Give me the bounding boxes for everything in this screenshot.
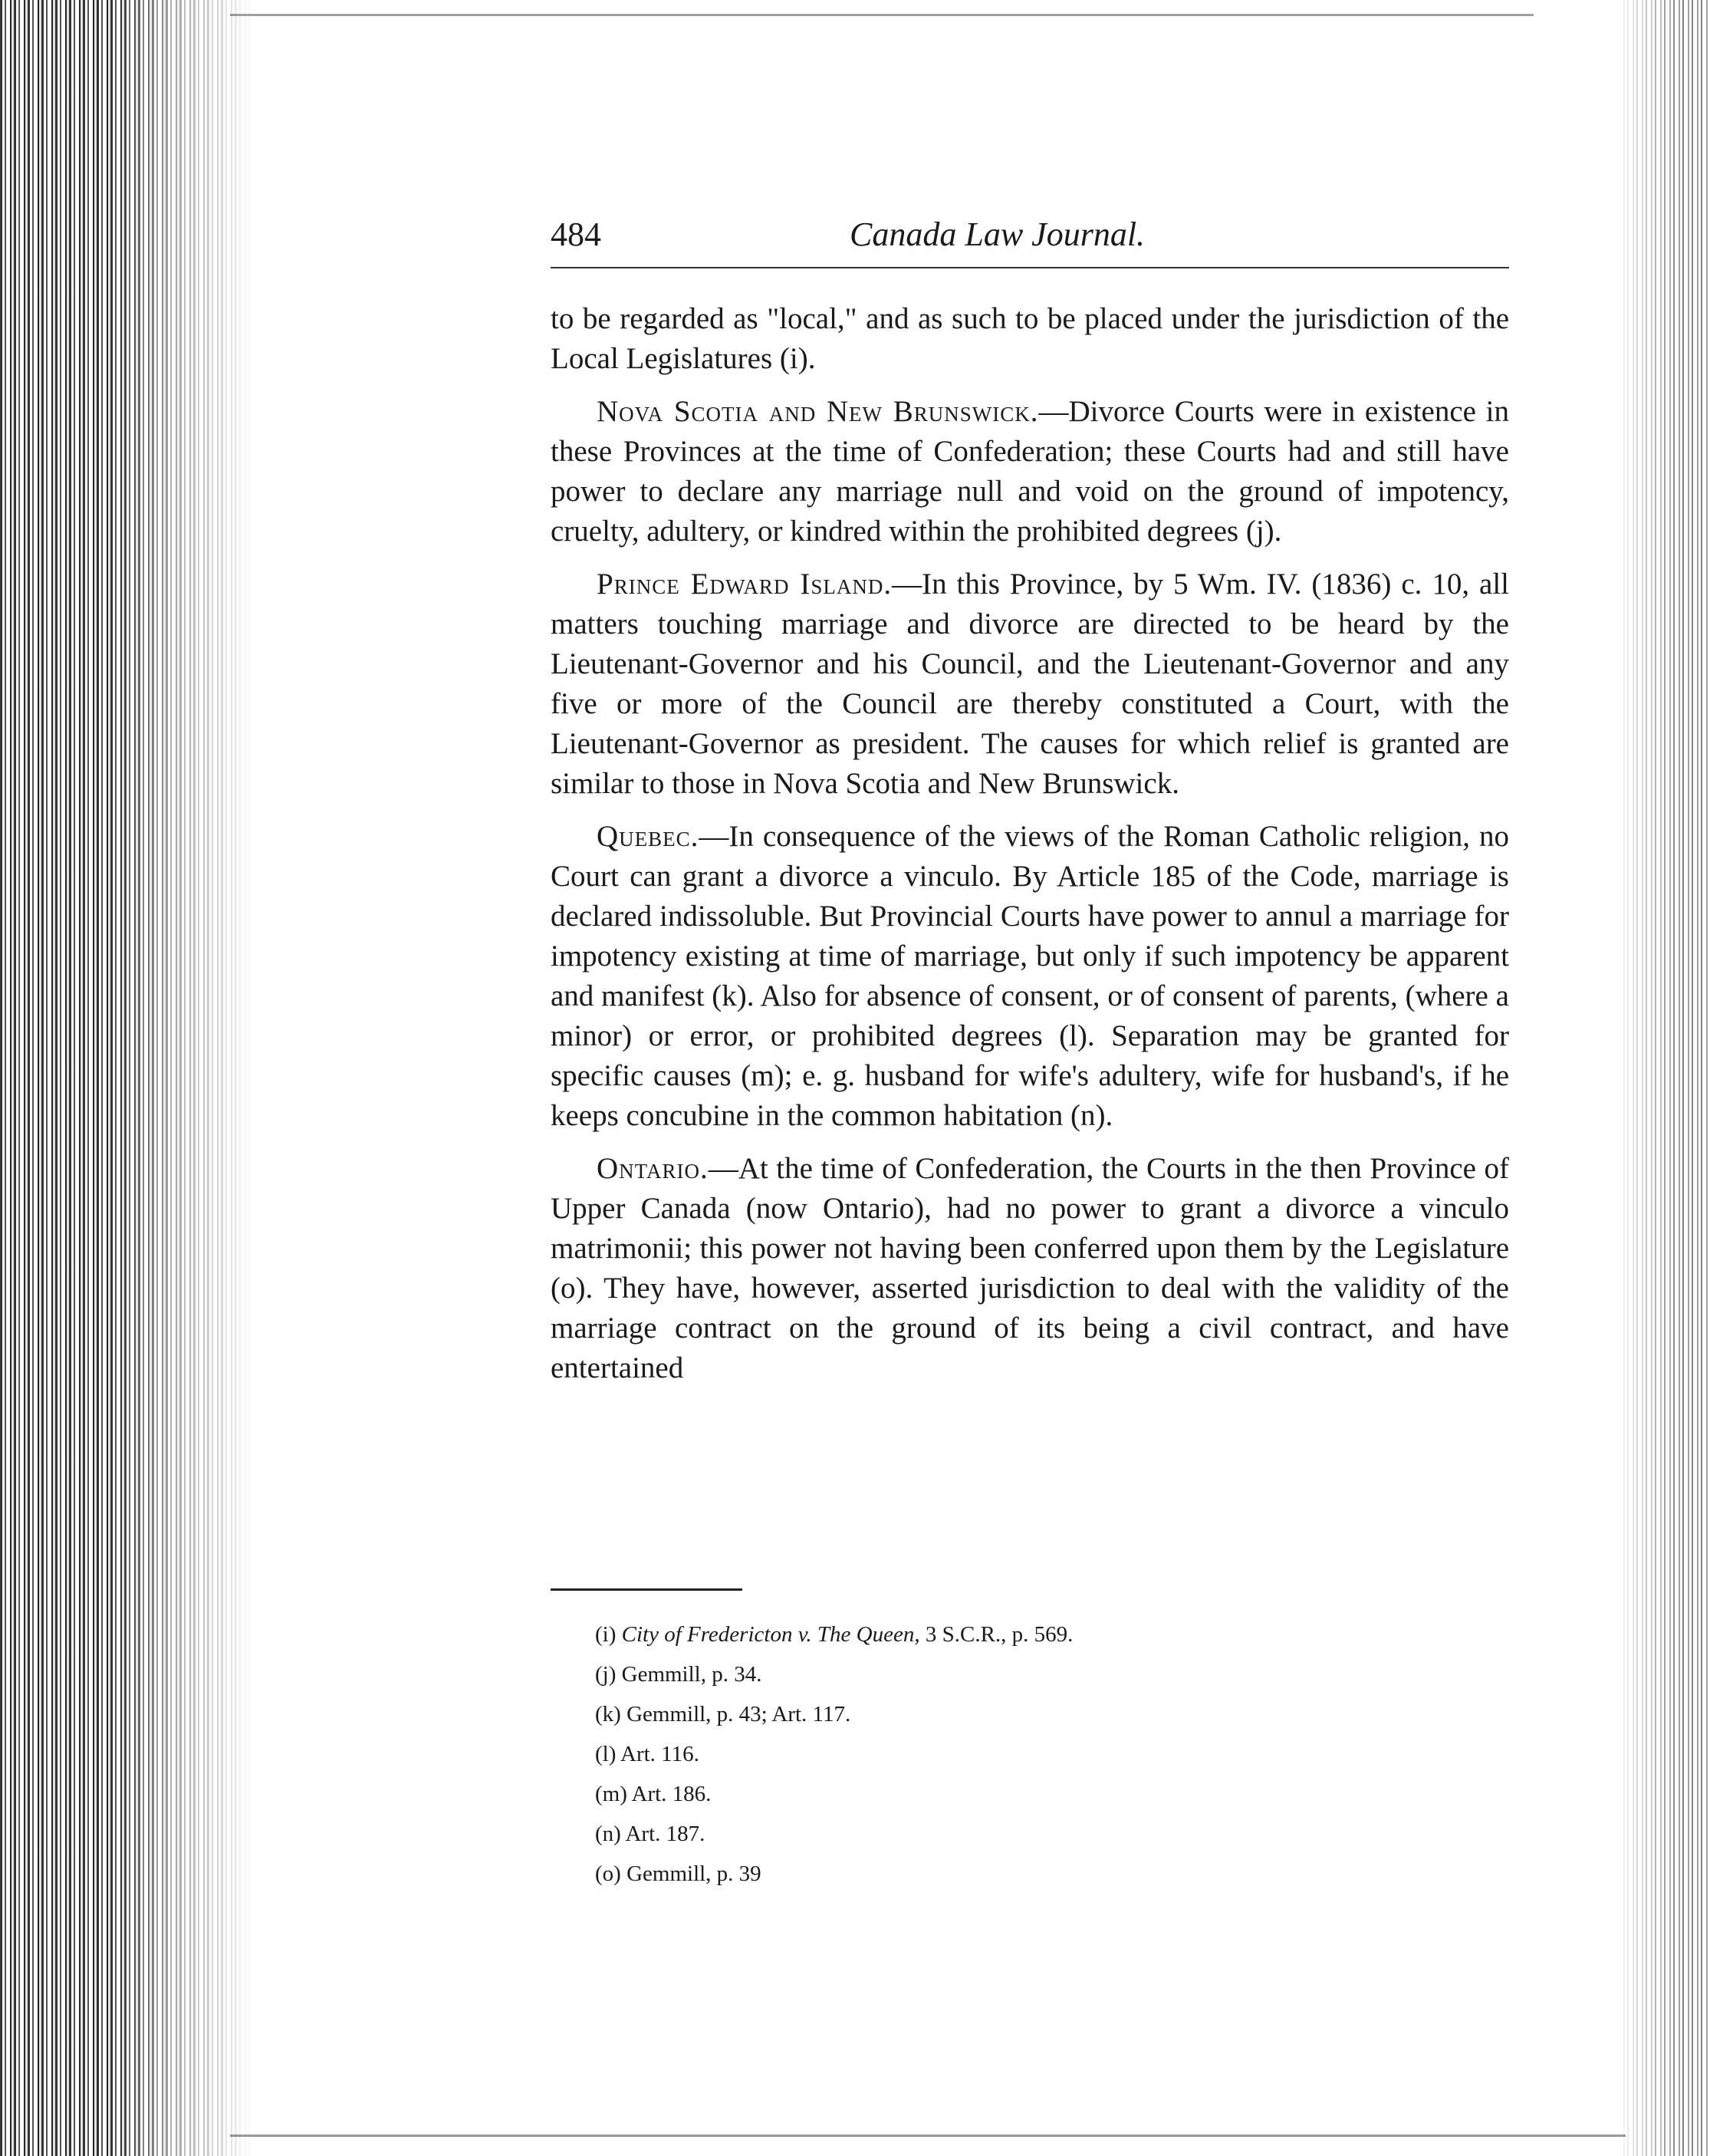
footnote-italic: City of Fredericton v. The Queen,	[621, 1622, 920, 1647]
footnote-text: Art. 186.	[626, 1782, 712, 1806]
paragraph-quebec	[551, 817, 1509, 1136]
footnote-mark: (i)	[595, 1622, 617, 1647]
footnote-j	[595, 1654, 1073, 1694]
body-text	[551, 299, 1509, 1401]
paragraph-text: —Divorce Courts were in existence in these Provinces at the time of Confederation; these Courts had and still have power to declare any marriage null and void on the ground of impotency, cruelty, adultery, or kindred within the prohibited degrees (j).	[551, 395, 1509, 548]
paragraph-prince-edward-island	[551, 565, 1509, 804]
footnotes	[595, 1615, 1073, 1894]
paragraph-text: to be regarded as "local," and as such to be placed under the jurisdiction of the Local Legislatures (i).	[551, 302, 1509, 375]
paragraph-intro	[551, 299, 1509, 379]
section-heading: Prince Edward Island.	[597, 568, 893, 601]
footnote-m	[595, 1774, 1073, 1814]
footnote-l	[595, 1734, 1073, 1774]
journal-title: Canada Law Journal.	[850, 216, 1146, 253]
header-rule	[551, 267, 1509, 268]
section-heading: Nova Scotia and New Brunswick.	[597, 395, 1039, 428]
page-edge-top	[230, 0, 1534, 16]
footnote-mark: (j)	[595, 1662, 617, 1687]
footnote-text: Gemmill, p. 34.	[616, 1662, 762, 1687]
footnote-n	[595, 1814, 1073, 1854]
footnote-mark: (m)	[595, 1782, 627, 1806]
footnote-k	[595, 1694, 1073, 1734]
running-head	[551, 215, 1509, 261]
book-binding-edge-right	[1618, 0, 1710, 2156]
footnote-text: Gemmill, p. 43; Art. 117.	[620, 1702, 851, 1726]
footnote-i	[595, 1615, 1073, 1654]
footnote-mark: (n)	[595, 1822, 621, 1846]
page-edge-bottom	[230, 2135, 1626, 2156]
footnote-o	[595, 1854, 1073, 1894]
scanned-page	[551, 215, 1509, 1886]
section-heading: Quebec.	[597, 820, 699, 853]
footnote-mark: (l)	[595, 1742, 617, 1766]
paragraph-text: —In this Province, by 5 Wm. IV. (1836) c. 10, all matters touching marriage and divorce are directed to be heard by the Lieutenant-Governor and his Council, and the Lieutenant-Governor and any five or more of the Council are thereby constituted a Court, with the Lieutenant-Governor as president. The causes for which relief is granted are similar to those in Nova Scotia and New Brunswick.	[551, 568, 1509, 800]
footnote-text: Gemmill, p. 39	[620, 1861, 761, 1886]
footnote-mark: (k)	[595, 1702, 621, 1726]
footnote-mark: (o)	[595, 1861, 621, 1886]
paragraph-text: —At the time of Confederation, the Courts in the then Province of Upper Canada (now Ontario), had no power to grant a divorce a vinculo matrimonii; this power not having been conferred upon them by the Legislature (o). They have, however, asserted jurisdiction to deal with the validity of the marriage contract on the ground of its being a civil contract, and have entertained	[551, 1152, 1509, 1384]
paragraph-ontario	[551, 1149, 1509, 1388]
footnote-text: 3 S.C.R., p. 569.	[919, 1622, 1074, 1647]
book-binding-edge-left	[0, 0, 253, 2156]
section-heading: Ontario.	[597, 1152, 709, 1185]
paragraph-text: —In consequence of the views of the Roman Catholic religion, no Court can grant a divorce a vinculo. By Article 185 of the Code, marriage is declared indissoluble. But Provincial Courts have power to annul a marriage for impotency existing at time of marriage, but only if such impotency be apparent and manifest (k). Also for absence of consent, or of consent of parents, (where a minor) or error, or prohibited degrees (l). Separation may be granted for specific causes (m); e. g. husband for wife's adultery, wife for husband's, if he keeps concubine in the common habitation (n).	[551, 820, 1509, 1132]
footnote-rule	[551, 1588, 742, 1591]
footnote-text: Art. 187.	[620, 1822, 705, 1846]
page-number: 484	[551, 216, 601, 253]
paragraph-nova-scotia	[551, 392, 1509, 551]
footnote-text: Art. 116.	[616, 1742, 699, 1766]
